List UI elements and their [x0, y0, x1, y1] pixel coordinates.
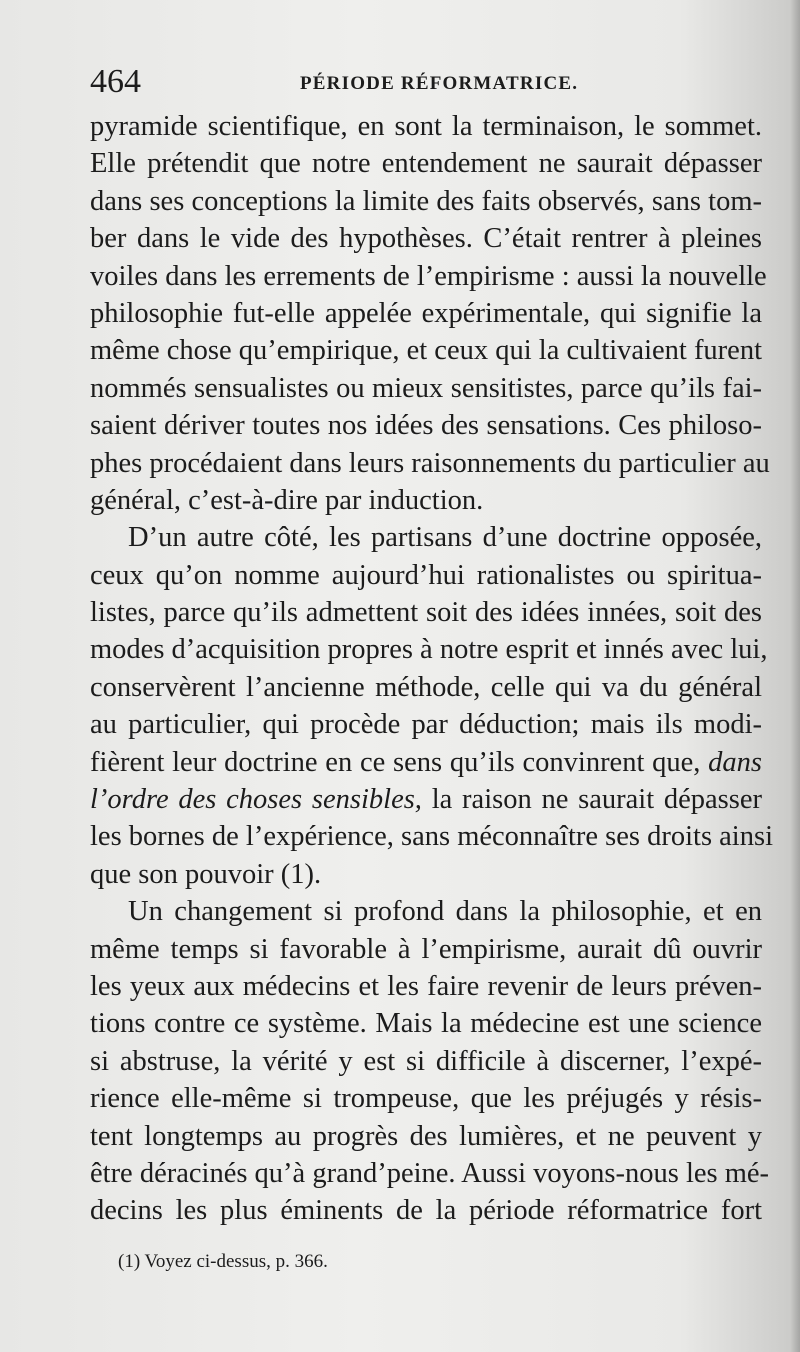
text-line: dans ses conceptions la limite des faits observés, sans tom-: [90, 185, 762, 217]
text-line: que son pouvoir (1).: [90, 858, 322, 890]
text-line: saient dériver toutes nos idées des sensations. Ces philoso-: [90, 410, 762, 442]
text-segment: la raison ne saurait dépasser: [431, 784, 762, 816]
text-line-mixed: [90, 744, 762, 781]
main-text: [90, 108, 773, 1230]
text-line: être déracinés qu’à grand’peine. Aussi voyons-nous les mé-: [90, 1157, 770, 1189]
text-line: ceux qu’on nomme aujourd’hui rationalistes ou spiritua-: [90, 559, 762, 591]
text-line: Un changement si profond dans la philosophie, et en: [128, 896, 762, 928]
italic-phrase: l’ordre des choses sensibles,: [90, 784, 422, 816]
text-line: même temps si favorable à l’empirisme, aurait dû ouvrir: [90, 933, 762, 965]
text-line: les yeux aux médecins et les faire revenir de leurs préven-: [90, 970, 762, 1002]
text-line: ber dans le vide des hypothèses. C’était rentrer à pleines: [90, 223, 762, 255]
text-line: modes d’acquisition propres à notre esprit et innés avec lui,: [90, 634, 768, 666]
text-line-mixed: [90, 781, 762, 818]
text-line: philosophie fut-elle appelée expérimentale, qui signifie la: [90, 297, 762, 329]
footnote: (1) Voyez ci-dessus, p. 366.: [118, 1251, 328, 1272]
text-line: tent longtemps au progrès des lumières, et ne peuvent y: [90, 1120, 762, 1152]
italic-phrase: dans: [708, 746, 762, 778]
text-line: conservèrent l’ancienne méthode, celle qui va du général: [90, 671, 762, 703]
text-line: D’un autre côté, les partisans d’une doctrine opposée,: [128, 522, 762, 554]
text-line: nommés sensualistes ou mieux sensitistes, parce qu’ils fai-: [90, 372, 762, 404]
text-line: au particulier, qui procède par déduction; mais ils modi-: [90, 709, 762, 741]
text-line: si abstruse, la vérité y est si difficile à discerner, l’expé-: [90, 1045, 762, 1077]
page-number: 464: [90, 63, 141, 100]
text-line: voiles dans les errements de l’empirisme : aussi la nouvelle: [90, 260, 767, 292]
text-line: listes, parce qu’ils admettent soit des idées innées, soit des: [90, 597, 762, 629]
text-line: Elle prétendit que notre entendement ne saurait dépasser: [90, 148, 762, 180]
text-line: decins les plus éminents de la période réformatrice fort: [90, 1195, 762, 1227]
text-line: même chose qu’empirique, et ceux qui la cultivaient furent: [90, 335, 762, 367]
text-line: phes procédaient dans leurs raisonnements du particulier au: [90, 447, 770, 479]
text-segment: fièrent leur doctrine en ce sens qu’ils convinrent que,: [90, 746, 701, 778]
text-line: général, c’est-à-dire par induction.: [90, 484, 484, 516]
text-line: rience elle-même si trompeuse, que les préjugés y résis-: [90, 1083, 762, 1115]
text-line: tions contre ce système. Mais la médecine est une science: [90, 1008, 762, 1040]
page-edge-shadow: [790, 0, 800, 1352]
text-line: pyramide scientifique, en sont la terminaison, le sommet.: [90, 111, 762, 142]
running-header: [90, 62, 760, 102]
text-line: les bornes de l’expérience, sans méconnaître ses droits ainsi: [90, 821, 773, 853]
running-title: PÉRIODE RÉFORMATRICE.: [300, 73, 579, 94]
